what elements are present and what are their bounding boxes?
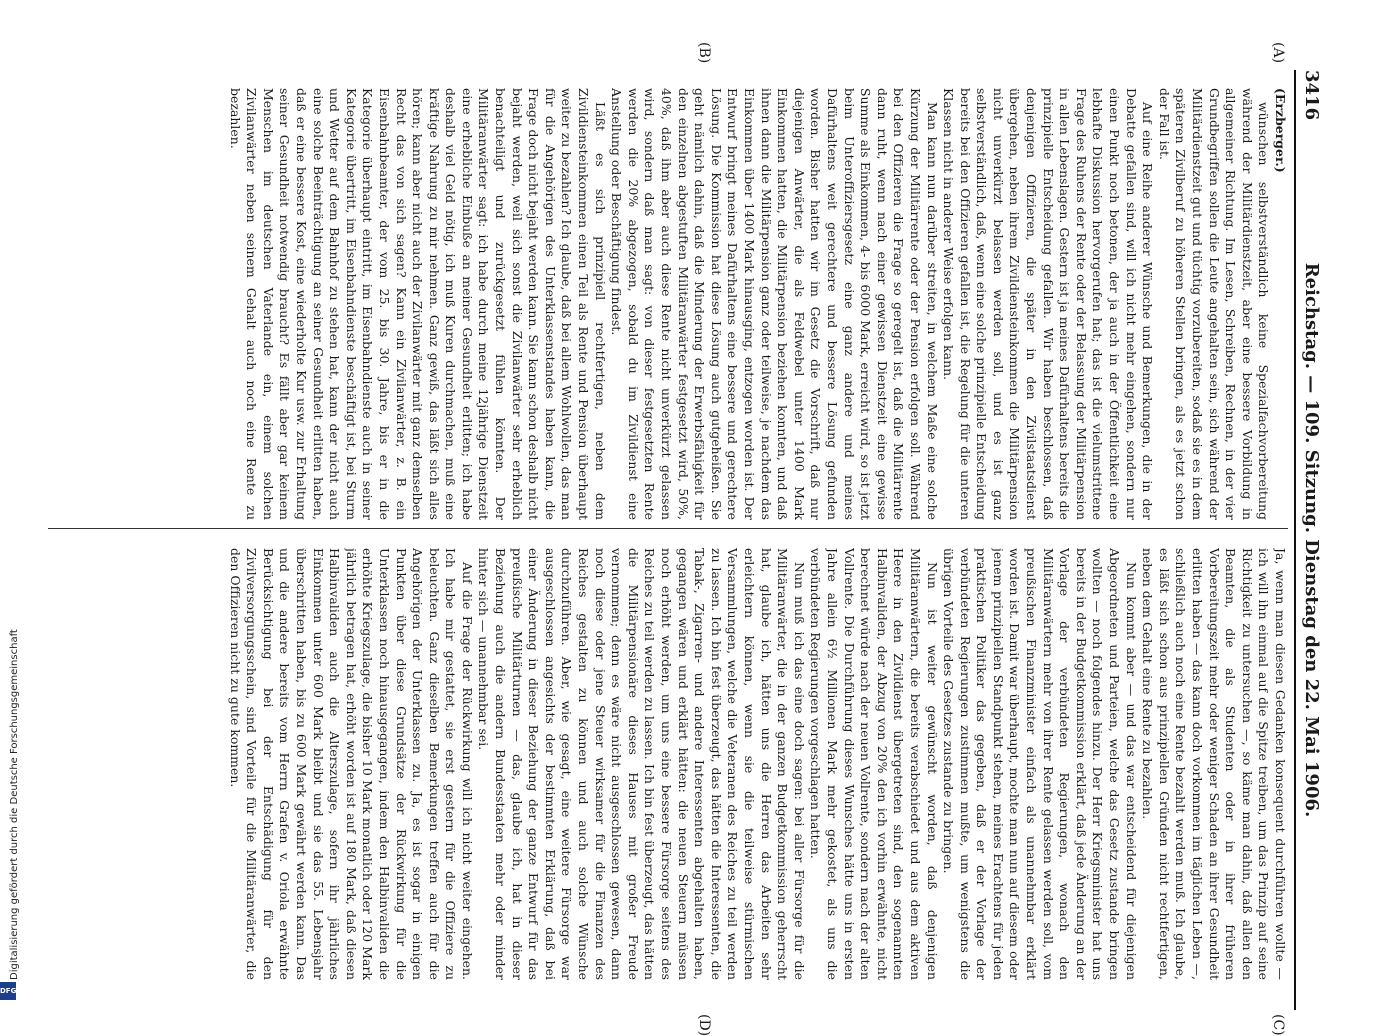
left-paragraph: Läßt es sich prinzipiell rechtfertigen, neben dem Zivildiensteinkommen einen Teil als Rente und Pension überhaupt weiter zu bezahlen? Ich glaube, daß bei allem Wohlwollen, das man für die Angehörigen des Unterklassenstandes haben kann, die Frage doch nicht bejaht werden kann. Sie kann schon deshalb nicht bejaht werden, weil sich sonst die Zivilanwärter sehr erheblich benachteiligt und zurückgesetzt fühlen könnten. Der Militäranwärter sagt: ich habe durch meine 12jährige Dienstzeit eine erhebliche Einbuße an meiner Gesundheit erlitten; ich habe deshalb viel Geld nötig, ich muß Kuren durchmachen, muß eine kräftige Nahrung zu mir nehmen. Ganz gewiß, das läßt sich alles hören; kann aber nicht auch der Zivilanwärter mit ganz demselben Recht das von sich sagen? Kann ein Zivilanwärter, z. B. ein Eisenbahnbeamter, der vom 25. bis 30. Jahre, bis er in die Kategorie überhaupt eintritt, im Eisenbahndienste auch in seiner Kategorie übertritt, im Eisenbahndienste beschäftigt ist, bei Sturm und Wetter auf dem Bahnhof zu stehen hat, kann der nicht auch eine solche Beeinträchtigung an seiner Gesundheit erlitten haben, daß er eine bessere Kost, eine wiederholte Kur usw. zur Erhaltung seiner Gesundheit notwendig braucht? Es fällt aber gar keinem Menschen im deutschen Vaterlande ein, einem solchen Zivilanwärter neben seinem Gehalt auch noch eine Rente zu bezahlen.	[227, 88, 608, 520]
page-header	[1298, 70, 1322, 1010]
left-paragraph: Auf eine Reihe anderer Wünsche und Bemerkungen, die in der Debatte gefallen sind, will ich nicht mehr eingehen, sondern nur einen Punkt noch betonen, der ja auch in der Öffentlichkeit eine lebhafte Diskussion hervorgerufen hat; das ist die vielumstrittene Frage des Ruhens der Rente oder der Belassung der Militärpension in allen Lebenslagen. Gestern ist ja meines Dafürhaltens bereits die prinzipielle Entscheidung gefallen. Wir haben beschlossen, daß denjenigen Offizieren, die später in den Zivilstaatsdienst übergehen, neben ihrem Zivildiensteinkommen die Militärpension nicht unverkürzt belassen werden soll, und es ist ganz selbstverständlich, daß, wenn eine solche prinzipielle Entscheidung bereits bei den Offizieren gefallen ist, die Regelung für die unteren Klassen nicht in anderer Weise erfolgen kann.	[941, 88, 1156, 520]
page-number: 3416	[1301, 70, 1322, 121]
rotated-page	[22, 42, 1322, 1036]
margin-mark-a: (A)	[1270, 42, 1286, 64]
digitization-credit: Digitalisierung gefördert durch die Deutsche Forschungsgemeinschaft	[9, 629, 20, 980]
right-paragraph: Nun ist weiter gewünscht worden, daß denjenigen Militäranwärtern, die bereits verabschiedet und aus dem aktiven Heere in den Zivildienst übergetreten sind, den sogenannten Halbinvaliden, der Abzug von 20% den ich vorhin erwähnte, nicht berechnet würde nach der neuen Vollrente, sondern nach der alten Vollrente. Die Durchführung dieses Wunsches hätte uns in ersten Jahre allein 6½ Millionen Mark mehr gekostet, als uns die verbündeten Regierungen vorgeschlagen hatten.	[808, 548, 940, 980]
right-column	[38, 548, 1288, 980]
margin-mark-d: (D)	[696, 1014, 712, 1036]
column-divider	[48, 528, 1288, 529]
dfg-logo: DFG	[0, 982, 16, 1000]
margin-mark-b: (B)	[696, 42, 712, 64]
left-column	[38, 88, 1288, 520]
speaker-name: (Erzberger.)	[1273, 88, 1288, 173]
right-paragraph: Auf die Frage der Rückwirkung will ich nicht weiter eingehen. Ich habe mir gestattet, sie erst gestern für die Offiziere zu beleuchten. Ganz dieselben Bemerkungen treffen auch für die Angehörigen der Unterklassen zu. Ja, es ist sogar in einigen Punkten über diese Grundsätze der Rückwirkung für die Unterklassen noch hinausgegangen, indem den Halbinvaliden die erhöhte Kriegszulage, die bisher 10 Mark monatlich oder 120 Mark jährlich betragen hat, erhöht worden ist auf 180 Mark, daß diesen Halbinvaliden auch die Alterszulage, sofern ihr jährliches Einkommen unter 600 Mark bleibt und sie das 55. Lebensjahr überschritten haben, bis zu 600 Mark gewährt werden kann. Das und die andere bereits vom Herrn Grafen v. Oriola erwähnte Berücksichtigung bei der Entschädigung für den Zivilversorgungsschein, sind Vorteile für die Militäranwärter, die den Offizieren nicht zu gute kommen.	[227, 548, 475, 980]
left-paragraph: wünschen selbstverständlich keine Spezialfachvorbereitung während der Militärdienstzeit, aber eine bessere Vorbildung in allgemeiner Richtung. Im Lesen, Schreiben, Rechnen, in der vier Grundbegriffen sollen die Leute angehalten sein, sich während der Militärdienstzeit gut und tüchtig vorzubereiten, sodaß sie es in dem späteren Zivilberuf zu höheren Stellen bringen, als es jetzt schon der Fall ist.	[1156, 88, 1272, 520]
header-rule	[1294, 70, 1296, 1010]
right-paragraph: Nun kommt aber — und das war entscheidend für diejenigen Abgeordneten und Parteien, welche das Gesetz zustande bringen wollten — noch folgendes hinzu. Der Herr Kriegsminister hat uns bereits in der Budgetkommission erklärt, daß jede Änderung an der Vorlage der verbündeten Regierungen, wonach den Militäranwärtern mehr von ihrer Rente gelassen werden soll, vom preußischen Finanzminister einfach als unannehmbar erklärt worden ist. Damit war überhaupt, mochte man nun auf diesem oder jenem prinzipiellen Standpunkt stehen, meines Erachtens für jeden praktischen Politiker das gegeben, daß er der Vorlage der verbündeten Regierungen zustimmen mußte, um wenigstens die übrigen Vorteile des Gesetzes zustande zu bringen.	[941, 548, 1139, 980]
right-paragraph: Nun muß ich das eine doch sagen: bei aller Fürsorge für die Militäranwärter, die in der ganzen Budgetkommission geherrscht hat, glaube ich, hätten uns die Herren das Arbeiten sehr erleichtern können, wenn sie die teilweise stürmischen Versammlungen, welche die Veteranen des Reiches zu teil werden zu lassen. Ich bin fest überzeugt, das hätten die Interessenten, die Tabak-, Zigarren- und andere Interessenten abgehalten haben, gegangen wären und erklärt hätten: die neuen Steuern müssen noch erhöht werden, um uns eine bessere Fürsorge seitens des Reiches zu teil werden zu lassen. Ich bin fest überzeugt, das hätten die Militärpensionäre dieses Hauses mit großer Freude vernommen; denn es wäre nicht ausgeschlossen gewesen, dann noch diese oder jene Steuer wirksamer für die Finanzen des Reiches gestalten zu können und auch solche Wünsche durchzuführen. Aber, wie gesagt, eine weitere Fürsorge war ausgeschlossen angesichts der bestimmten Erklärung, daß bei einer Änderung in dieser Beziehung der ganze Entwurf für das preußische Militärturnen — das, glaube ich, hat in dieser Beziehung auch die andern Bundesstaaten mehr oder minder hinter sich — unannehmbar sei.	[476, 548, 807, 980]
right-paragraph: Ja, wenn man diesen Gedanken konsequent durchführen wollte — ich will ihn einmal auf die Spitze treiben, um das Prinzip auf seine Richtigkeit zu untersuchen —, so käme man dahin, daß allen den Beamten, die als Studenten oder in ihrer früheren Vorbereitungszeit mehr oder weniger Schaden an ihrer Gesundheit erlitten haben — das kann doch vorkommen im täglichen Leben —, schließlich auch noch eine Rente bezahlt werden muß. Ich glaube, es läßt sich schon aus prinzipiellen Gründen nicht rechtfertigen, neben dem Gehalt eine Rente zu bezahlen.	[1140, 548, 1288, 980]
page-title: Reichstag. — 109. Sitzung. Dienstag den 22. Mai 1906.	[1301, 262, 1322, 818]
left-paragraph: Man kann nun darüber streiten, in welchem Maße eine solche Kürzung der Militärrente oder der Pension erfolgen soll. Während bei den Offizieren die Frage so geregelt ist, daß die Militärrente dann ruht, wenn nach einer gewissen Dienstzeit eine gewisse Summe als Einkommen, 4- bis 6000 Mark, erreicht wird, so ist jetzt beim Unteroffiziersgesetz eine ganz andere und meines Dafürhaltens weit gerechtere und bessere Lösung gefunden worden. Bisher hatten wir im Gesetz die Vorschrift, daß nur diejenigen Anwärter, die als Feldwebel unter 1400 Mark Einkommen hatten, die Militärpension beziehen konnten, und daß ihnen dann die Militärpension ganz oder teilweise, je nachdem das Einkommen über 1400 Mark hinausging, entzogen worden ist. Der Entwurf bringt meines Dafürhaltens eine bessere und gerechtere Lösung. Die Kommission hat diese Lösung auch gutgeheißen. Sie geht nämlich dahin, daß die Minderung der Erwerbsfähigkeit für den einzelnen abgestuften Militäranwärter festgesetzt wird, 50%, 40%, daß ihm aber auch diese Rente nicht unverkürzt gelassen wird, sondern daß man sagt: von dieser festgesetzten Rente werden die 20% abgezogen, sobald du im Zivildienst eine Anstellung oder Beschäftigung findest.	[609, 88, 940, 520]
margin-mark-c: (C)	[1270, 1014, 1286, 1036]
